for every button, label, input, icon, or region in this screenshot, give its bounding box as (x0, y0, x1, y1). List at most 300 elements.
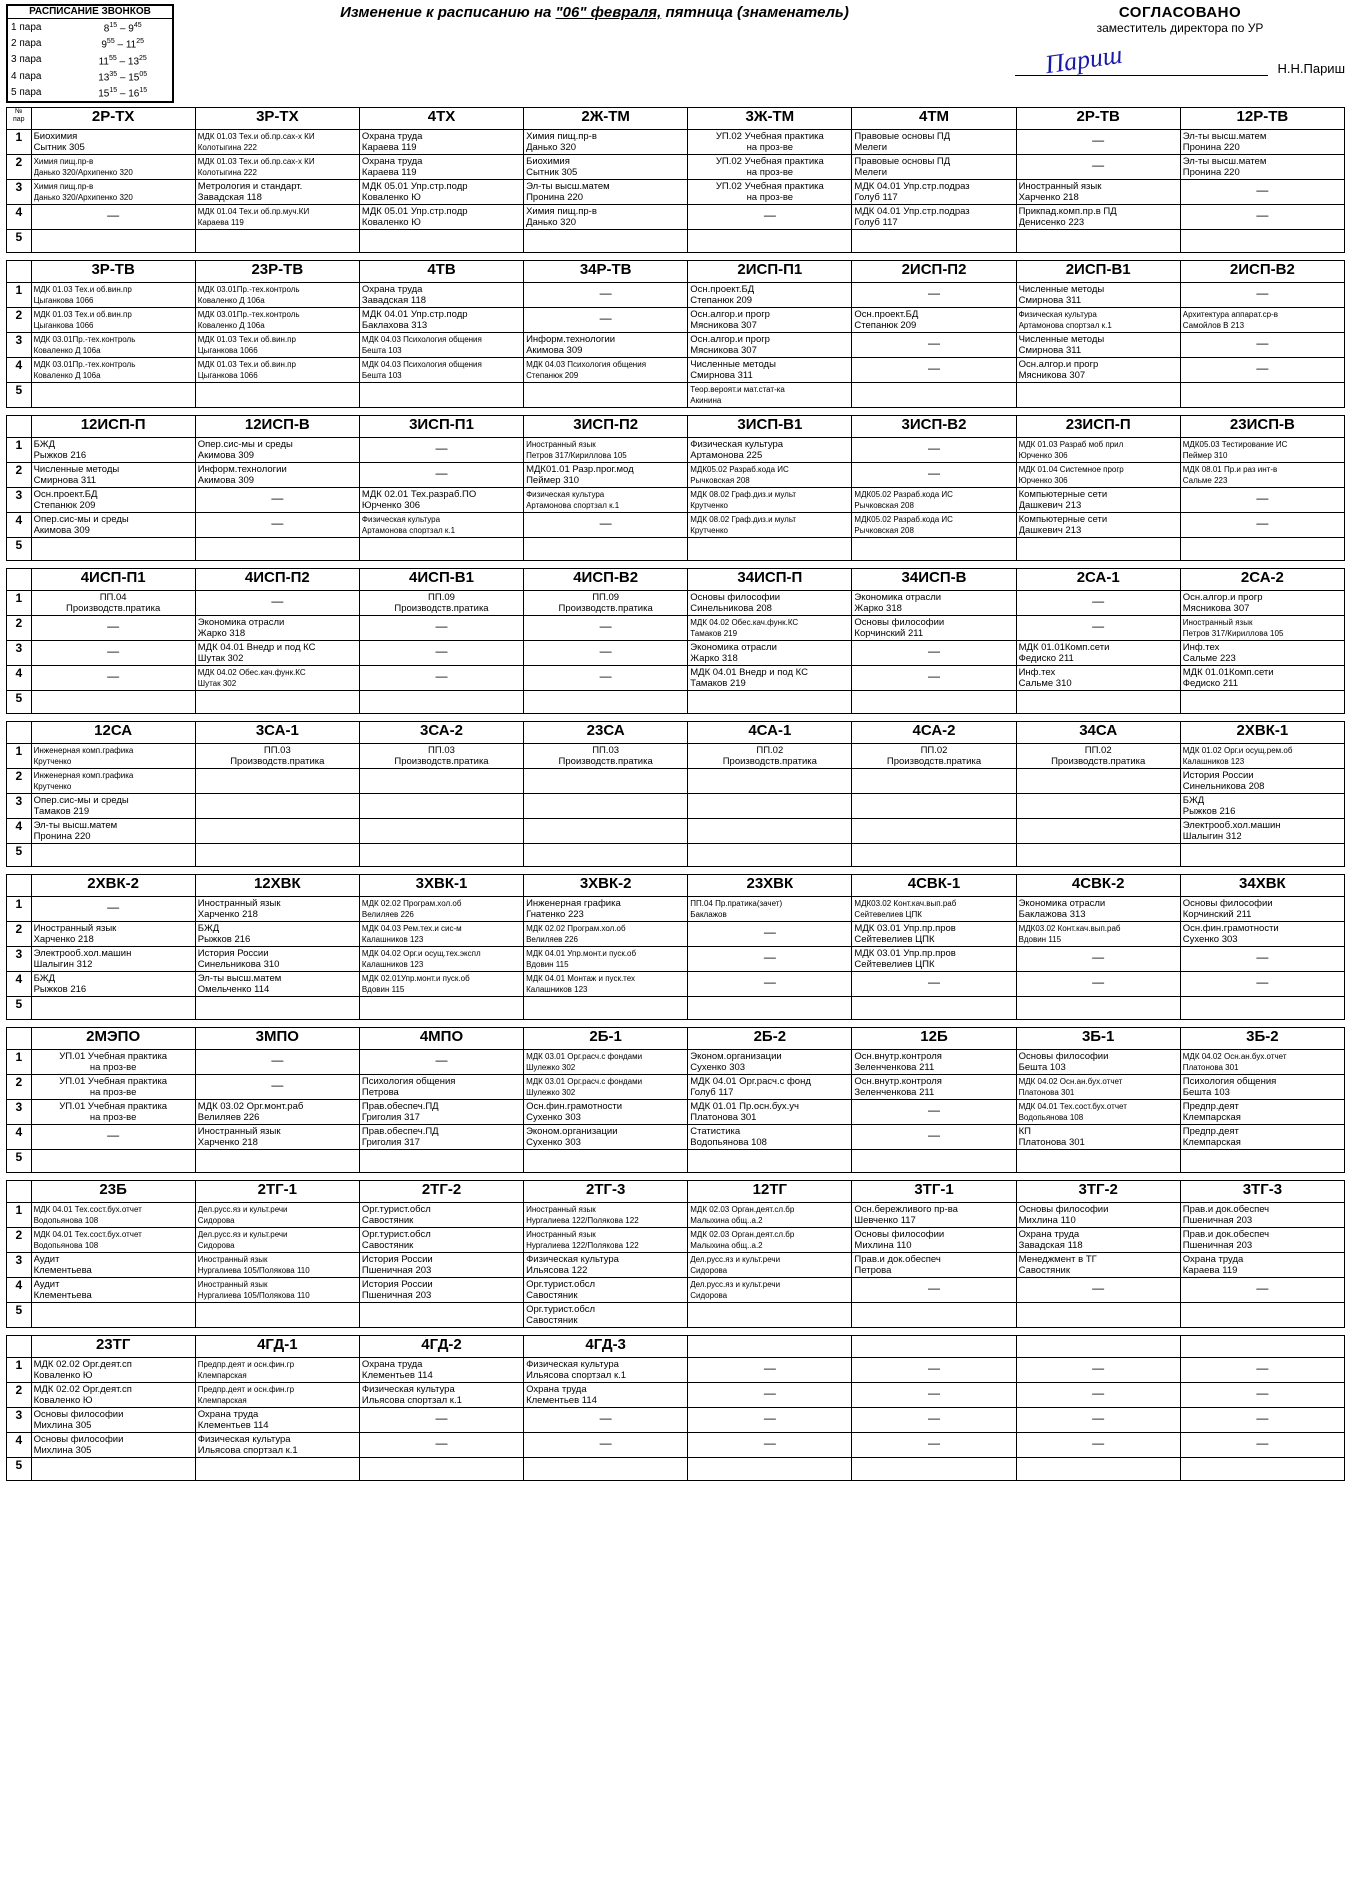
lesson-cell[interactable] (31, 768, 195, 793)
lesson-cell[interactable] (195, 640, 359, 665)
lesson-cell[interactable] (524, 1252, 688, 1277)
lesson-cell[interactable] (1016, 154, 1180, 179)
group-name-cell[interactable]: 4СВК-1 (852, 874, 1016, 896)
lesson-cell[interactable] (1180, 462, 1344, 487)
lesson-cell[interactable] (31, 793, 195, 818)
lesson-cell[interactable] (1180, 590, 1344, 615)
lesson-cell[interactable] (852, 665, 1016, 690)
lesson-cell[interactable] (688, 743, 852, 768)
lesson-cell[interactable] (688, 690, 852, 713)
lesson-cell[interactable] (688, 487, 852, 512)
lesson-cell[interactable] (688, 590, 852, 615)
lesson-cell[interactable] (524, 462, 688, 487)
lesson-cell[interactable] (359, 437, 523, 462)
lesson-cell[interactable] (852, 154, 1016, 179)
group-name-cell[interactable]: 23Р-ТВ (195, 260, 359, 282)
lesson-cell[interactable] (195, 996, 359, 1019)
group-name-cell[interactable]: 4ГД-3 (524, 1335, 688, 1357)
group-name-cell[interactable]: 3ХВК-2 (524, 874, 688, 896)
lesson-cell[interactable] (359, 462, 523, 487)
lesson-cell[interactable] (688, 921, 852, 946)
group-name-cell[interactable]: 23СА (524, 721, 688, 743)
lesson-cell[interactable] (31, 1227, 195, 1252)
group-name-cell[interactable]: 12ТГ (688, 1180, 852, 1202)
group-name-cell[interactable]: 3СА-1 (195, 721, 359, 743)
lesson-cell[interactable] (195, 793, 359, 818)
lesson-cell[interactable] (852, 615, 1016, 640)
lesson-cell[interactable] (31, 843, 195, 866)
lesson-cell[interactable] (688, 307, 852, 332)
lesson-cell[interactable] (195, 332, 359, 357)
group-name-cell[interactable]: 12Р-ТВ (1180, 107, 1344, 129)
lesson-cell[interactable] (1180, 690, 1344, 713)
lesson-cell[interactable] (31, 1277, 195, 1302)
lesson-cell[interactable] (195, 843, 359, 866)
lesson-cell[interactable] (1016, 282, 1180, 307)
lesson-cell[interactable] (524, 154, 688, 179)
lesson-cell[interactable] (1180, 946, 1344, 971)
lesson-cell[interactable] (852, 1277, 1016, 1302)
lesson-cell[interactable] (195, 1149, 359, 1172)
lesson-cell[interactable] (195, 1357, 359, 1382)
lesson-cell[interactable] (31, 487, 195, 512)
lesson-cell[interactable] (31, 1407, 195, 1432)
lesson-cell[interactable] (1016, 843, 1180, 866)
lesson-cell[interactable] (688, 129, 852, 154)
lesson-cell[interactable] (195, 282, 359, 307)
lesson-cell[interactable] (195, 1124, 359, 1149)
lesson-cell[interactable] (688, 896, 852, 921)
lesson-cell[interactable] (688, 229, 852, 252)
group-name-cell[interactable]: 34ХВК (1180, 874, 1344, 896)
lesson-cell[interactable] (359, 743, 523, 768)
lesson-cell[interactable] (359, 282, 523, 307)
lesson-cell[interactable] (852, 971, 1016, 996)
lesson-cell[interactable] (1016, 1227, 1180, 1252)
lesson-cell[interactable] (359, 1382, 523, 1407)
lesson-cell[interactable] (1180, 1074, 1344, 1099)
group-name-cell[interactable]: 2Р-ТВ (1016, 107, 1180, 129)
lesson-cell[interactable] (524, 204, 688, 229)
lesson-cell[interactable] (524, 615, 688, 640)
lesson-cell[interactable] (1180, 537, 1344, 560)
lesson-cell[interactable] (31, 1357, 195, 1382)
lesson-cell[interactable] (852, 307, 1016, 332)
lesson-cell[interactable] (1016, 1357, 1180, 1382)
lesson-cell[interactable] (688, 204, 852, 229)
lesson-cell[interactable] (524, 1382, 688, 1407)
lesson-cell[interactable] (31, 204, 195, 229)
lesson-cell[interactable] (1180, 743, 1344, 768)
lesson-cell[interactable] (195, 615, 359, 640)
group-name-cell[interactable]: 12ИСП-В (195, 415, 359, 437)
lesson-cell[interactable] (852, 1202, 1016, 1227)
lesson-cell[interactable] (1016, 896, 1180, 921)
lesson-cell[interactable] (31, 537, 195, 560)
lesson-cell[interactable] (31, 1302, 195, 1327)
lesson-cell[interactable] (688, 1457, 852, 1480)
lesson-cell[interactable] (1016, 462, 1180, 487)
group-name-cell[interactable]: 4ТВ (359, 260, 523, 282)
lesson-cell[interactable] (524, 640, 688, 665)
lesson-cell[interactable] (852, 590, 1016, 615)
lesson-cell[interactable] (688, 1227, 852, 1252)
lesson-cell[interactable] (359, 1149, 523, 1172)
lesson-cell[interactable] (1180, 204, 1344, 229)
lesson-cell[interactable] (1016, 1149, 1180, 1172)
group-name-cell[interactable]: 23Б (31, 1180, 195, 1202)
lesson-cell[interactable] (524, 818, 688, 843)
lesson-cell[interactable] (688, 1302, 852, 1327)
lesson-cell[interactable] (852, 332, 1016, 357)
lesson-cell[interactable] (852, 204, 1016, 229)
group-name-cell[interactable]: 4СА-2 (852, 721, 1016, 743)
lesson-cell[interactable] (31, 1074, 195, 1099)
lesson-cell[interactable] (359, 154, 523, 179)
lesson-cell[interactable] (852, 1049, 1016, 1074)
lesson-cell[interactable] (195, 690, 359, 713)
lesson-cell[interactable] (359, 996, 523, 1019)
lesson-cell[interactable] (1180, 129, 1344, 154)
lesson-cell[interactable] (1180, 437, 1344, 462)
lesson-cell[interactable] (1016, 1277, 1180, 1302)
lesson-cell[interactable] (359, 1357, 523, 1382)
lesson-cell[interactable] (524, 843, 688, 866)
lesson-cell[interactable] (688, 437, 852, 462)
lesson-cell[interactable] (1180, 996, 1344, 1019)
lesson-cell[interactable] (1016, 129, 1180, 154)
lesson-cell[interactable] (688, 768, 852, 793)
lesson-cell[interactable] (1180, 154, 1344, 179)
lesson-cell[interactable] (852, 1149, 1016, 1172)
group-name-cell[interactable]: 34СА (1016, 721, 1180, 743)
lesson-cell[interactable] (524, 357, 688, 382)
lesson-cell[interactable] (31, 1432, 195, 1457)
lesson-cell[interactable] (31, 1202, 195, 1227)
group-name-cell[interactable]: 2Ж-ТМ (524, 107, 688, 129)
lesson-cell[interactable] (1180, 357, 1344, 382)
group-name-cell[interactable] (1016, 1335, 1180, 1357)
lesson-cell[interactable] (359, 1049, 523, 1074)
group-name-cell[interactable]: 3ИСП-П2 (524, 415, 688, 437)
lesson-cell[interactable] (524, 946, 688, 971)
lesson-cell[interactable] (524, 690, 688, 713)
lesson-cell[interactable] (31, 996, 195, 1019)
lesson-cell[interactable] (852, 357, 1016, 382)
lesson-cell[interactable] (524, 896, 688, 921)
lesson-cell[interactable] (1016, 332, 1180, 357)
lesson-cell[interactable] (359, 307, 523, 332)
group-name-cell[interactable]: 2СА-1 (1016, 568, 1180, 590)
lesson-cell[interactable] (524, 1432, 688, 1457)
group-name-cell[interactable]: 3МПО (195, 1027, 359, 1049)
group-name-cell[interactable]: 4ТХ (359, 107, 523, 129)
lesson-cell[interactable] (195, 307, 359, 332)
lesson-cell[interactable] (359, 1432, 523, 1457)
lesson-cell[interactable] (852, 179, 1016, 204)
lesson-cell[interactable] (359, 512, 523, 537)
group-name-cell[interactable] (1180, 1335, 1344, 1357)
lesson-cell[interactable] (1180, 665, 1344, 690)
lesson-cell[interactable] (1180, 179, 1344, 204)
group-name-cell[interactable]: 23ИСП-В (1180, 415, 1344, 437)
lesson-cell[interactable] (195, 1202, 359, 1227)
lesson-cell[interactable] (1016, 768, 1180, 793)
lesson-cell[interactable] (359, 204, 523, 229)
lesson-cell[interactable] (1016, 590, 1180, 615)
lesson-cell[interactable] (1016, 357, 1180, 382)
lesson-cell[interactable] (359, 1302, 523, 1327)
lesson-cell[interactable] (688, 1202, 852, 1227)
lesson-cell[interactable] (1016, 971, 1180, 996)
lesson-cell[interactable] (1016, 1124, 1180, 1149)
lesson-cell[interactable] (688, 1074, 852, 1099)
lesson-cell[interactable] (524, 1099, 688, 1124)
lesson-cell[interactable] (524, 332, 688, 357)
lesson-cell[interactable] (31, 332, 195, 357)
lesson-cell[interactable] (1180, 1149, 1344, 1172)
lesson-cell[interactable] (852, 382, 1016, 407)
lesson-cell[interactable] (524, 793, 688, 818)
group-name-cell[interactable]: 2СА-2 (1180, 568, 1344, 590)
lesson-cell[interactable] (1180, 1124, 1344, 1149)
lesson-cell[interactable] (359, 615, 523, 640)
group-name-cell[interactable]: 2ХВК-2 (31, 874, 195, 896)
lesson-cell[interactable] (195, 537, 359, 560)
group-name-cell[interactable] (688, 1335, 852, 1357)
lesson-cell[interactable] (524, 537, 688, 560)
lesson-cell[interactable] (524, 512, 688, 537)
lesson-cell[interactable] (31, 462, 195, 487)
group-name-cell[interactable]: 4ТМ (852, 107, 1016, 129)
lesson-cell[interactable] (195, 590, 359, 615)
lesson-cell[interactable] (688, 282, 852, 307)
lesson-cell[interactable] (852, 1227, 1016, 1252)
lesson-cell[interactable] (524, 1074, 688, 1099)
lesson-cell[interactable] (195, 946, 359, 971)
group-name-cell[interactable]: 12ХВК (195, 874, 359, 896)
lesson-cell[interactable] (688, 179, 852, 204)
lesson-cell[interactable] (31, 743, 195, 768)
lesson-cell[interactable] (1180, 1407, 1344, 1432)
lesson-cell[interactable] (852, 512, 1016, 537)
lesson-cell[interactable] (852, 1302, 1016, 1327)
lesson-cell[interactable] (1016, 921, 1180, 946)
lesson-cell[interactable] (1180, 1457, 1344, 1480)
group-name-cell[interactable]: 12ИСП-П (31, 415, 195, 437)
lesson-cell[interactable] (359, 1277, 523, 1302)
lesson-cell[interactable] (688, 1407, 852, 1432)
group-name-cell[interactable]: 2ТГ-2 (359, 1180, 523, 1202)
lesson-cell[interactable] (31, 590, 195, 615)
lesson-cell[interactable] (852, 1432, 1016, 1457)
lesson-cell[interactable] (524, 743, 688, 768)
group-name-cell[interactable]: 4МПО (359, 1027, 523, 1049)
lesson-cell[interactable] (1180, 1432, 1344, 1457)
lesson-cell[interactable] (1180, 1277, 1344, 1302)
lesson-cell[interactable] (852, 537, 1016, 560)
group-name-cell[interactable]: 4ИСП-В1 (359, 568, 523, 590)
lesson-cell[interactable] (195, 382, 359, 407)
lesson-cell[interactable] (688, 382, 852, 407)
lesson-cell[interactable] (524, 996, 688, 1019)
lesson-cell[interactable] (31, 1049, 195, 1074)
group-name-cell[interactable]: 3ХВК-1 (359, 874, 523, 896)
lesson-cell[interactable] (195, 818, 359, 843)
lesson-cell[interactable] (359, 487, 523, 512)
lesson-cell[interactable] (1180, 1049, 1344, 1074)
group-name-cell[interactable]: 3ИСП-В2 (852, 415, 1016, 437)
group-name-cell[interactable]: 3ТГ-1 (852, 1180, 1016, 1202)
lesson-cell[interactable] (1016, 1432, 1180, 1457)
group-name-cell[interactable] (852, 1335, 1016, 1357)
lesson-cell[interactable] (524, 437, 688, 462)
lesson-cell[interactable] (688, 843, 852, 866)
lesson-cell[interactable] (688, 615, 852, 640)
group-name-cell[interactable]: 2ИСП-П2 (852, 260, 1016, 282)
lesson-cell[interactable] (31, 665, 195, 690)
lesson-cell[interactable] (195, 1099, 359, 1124)
lesson-cell[interactable] (195, 921, 359, 946)
group-name-cell[interactable]: 3СА-2 (359, 721, 523, 743)
group-name-cell[interactable]: 3ТГ-2 (1016, 1180, 1180, 1202)
lesson-cell[interactable] (359, 129, 523, 154)
lesson-cell[interactable] (195, 179, 359, 204)
lesson-cell[interactable] (31, 229, 195, 252)
lesson-cell[interactable] (359, 768, 523, 793)
group-name-cell[interactable]: 2ТГ-1 (195, 1180, 359, 1202)
lesson-cell[interactable] (524, 1407, 688, 1432)
lesson-cell[interactable] (1016, 382, 1180, 407)
lesson-cell[interactable] (195, 1432, 359, 1457)
lesson-cell[interactable] (852, 282, 1016, 307)
lesson-cell[interactable] (852, 1457, 1016, 1480)
lesson-cell[interactable] (688, 640, 852, 665)
lesson-cell[interactable] (688, 971, 852, 996)
lesson-cell[interactable] (1016, 665, 1180, 690)
lesson-cell[interactable] (688, 996, 852, 1019)
group-name-cell[interactable]: 3Ж-ТМ (688, 107, 852, 129)
lesson-cell[interactable] (359, 921, 523, 946)
lesson-cell[interactable] (359, 818, 523, 843)
lesson-cell[interactable] (195, 512, 359, 537)
group-name-cell[interactable]: 2Б-1 (524, 1027, 688, 1049)
lesson-cell[interactable] (852, 1357, 1016, 1382)
lesson-cell[interactable] (31, 946, 195, 971)
lesson-cell[interactable] (195, 204, 359, 229)
lesson-cell[interactable] (688, 818, 852, 843)
lesson-cell[interactable] (524, 590, 688, 615)
lesson-cell[interactable] (1180, 971, 1344, 996)
lesson-cell[interactable] (852, 1407, 1016, 1432)
lesson-cell[interactable] (688, 1149, 852, 1172)
lesson-cell[interactable] (852, 437, 1016, 462)
lesson-cell[interactable] (688, 793, 852, 818)
lesson-cell[interactable] (852, 996, 1016, 1019)
lesson-cell[interactable] (1180, 1227, 1344, 1252)
group-name-cell[interactable]: 34ИСП-П (688, 568, 852, 590)
lesson-cell[interactable] (852, 1124, 1016, 1149)
group-name-cell[interactable]: 2ИСП-П1 (688, 260, 852, 282)
group-name-cell[interactable]: 3ИСП-П1 (359, 415, 523, 437)
lesson-cell[interactable] (31, 154, 195, 179)
lesson-cell[interactable] (31, 307, 195, 332)
lesson-cell[interactable] (852, 462, 1016, 487)
lesson-cell[interactable] (195, 462, 359, 487)
lesson-cell[interactable] (852, 1382, 1016, 1407)
group-name-cell[interactable]: 4ИСП-П1 (31, 568, 195, 590)
lesson-cell[interactable] (1180, 332, 1344, 357)
lesson-cell[interactable] (195, 357, 359, 382)
lesson-cell[interactable] (688, 1124, 852, 1149)
lesson-cell[interactable] (524, 129, 688, 154)
group-name-cell[interactable]: 3Р-ТВ (31, 260, 195, 282)
lesson-cell[interactable] (524, 1227, 688, 1252)
lesson-cell[interactable] (195, 1277, 359, 1302)
lesson-cell[interactable] (1180, 1099, 1344, 1124)
lesson-cell[interactable] (524, 229, 688, 252)
lesson-cell[interactable] (1016, 1457, 1180, 1480)
lesson-cell[interactable] (31, 1457, 195, 1480)
lesson-cell[interactable] (1016, 996, 1180, 1019)
lesson-cell[interactable] (1180, 382, 1344, 407)
lesson-cell[interactable] (524, 307, 688, 332)
lesson-cell[interactable] (359, 946, 523, 971)
lesson-cell[interactable] (359, 332, 523, 357)
lesson-cell[interactable] (1180, 615, 1344, 640)
lesson-cell[interactable] (1180, 640, 1344, 665)
group-name-cell[interactable]: 3Б-2 (1180, 1027, 1344, 1049)
lesson-cell[interactable] (195, 768, 359, 793)
group-name-cell[interactable]: 4ГД-1 (195, 1335, 359, 1357)
lesson-cell[interactable] (359, 1457, 523, 1480)
lesson-cell[interactable] (31, 1149, 195, 1172)
group-name-cell[interactable]: 4СА-1 (688, 721, 852, 743)
lesson-cell[interactable] (688, 462, 852, 487)
lesson-cell[interactable] (852, 843, 1016, 866)
lesson-cell[interactable] (31, 437, 195, 462)
lesson-cell[interactable] (524, 1457, 688, 1480)
lesson-cell[interactable] (359, 1074, 523, 1099)
group-name-cell[interactable]: 23ИСП-П (1016, 415, 1180, 437)
group-name-cell[interactable]: 23ХВК (688, 874, 852, 896)
group-name-cell[interactable]: 3Б-1 (1016, 1027, 1180, 1049)
lesson-cell[interactable] (195, 1049, 359, 1074)
lesson-cell[interactable] (852, 487, 1016, 512)
lesson-cell[interactable] (359, 1124, 523, 1149)
lesson-cell[interactable] (1016, 743, 1180, 768)
lesson-cell[interactable] (195, 971, 359, 996)
lesson-cell[interactable] (1180, 229, 1344, 252)
lesson-cell[interactable] (195, 743, 359, 768)
lesson-cell[interactable] (1016, 1407, 1180, 1432)
lesson-cell[interactable] (1016, 615, 1180, 640)
lesson-cell[interactable] (31, 1382, 195, 1407)
lesson-cell[interactable] (195, 665, 359, 690)
group-name-cell[interactable]: 4СВК-2 (1016, 874, 1180, 896)
lesson-cell[interactable] (195, 154, 359, 179)
lesson-cell[interactable] (31, 690, 195, 713)
lesson-cell[interactable] (524, 1202, 688, 1227)
lesson-cell[interactable] (1016, 537, 1180, 560)
lesson-cell[interactable] (359, 179, 523, 204)
lesson-cell[interactable] (524, 282, 688, 307)
lesson-cell[interactable] (852, 793, 1016, 818)
lesson-cell[interactable] (359, 896, 523, 921)
lesson-cell[interactable] (852, 1252, 1016, 1277)
lesson-cell[interactable] (1016, 512, 1180, 537)
lesson-cell[interactable] (359, 971, 523, 996)
